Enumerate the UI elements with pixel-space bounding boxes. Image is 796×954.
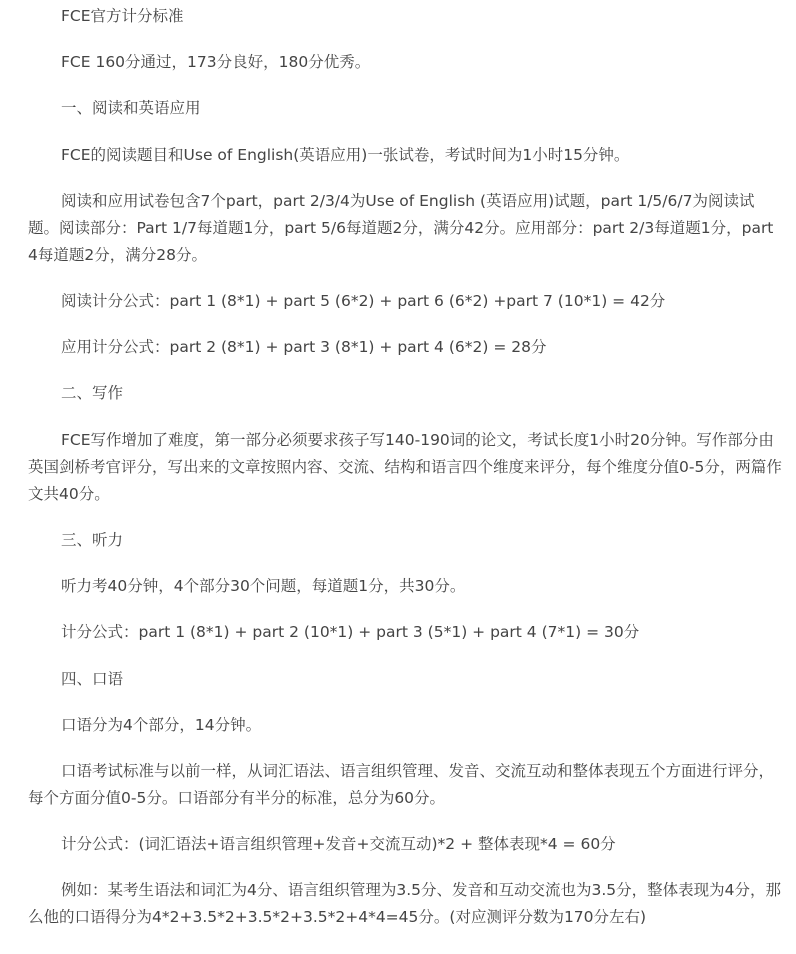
reading-formula: 阅读计分公式：part 1 (8*1) + part 5 (6*2) + part 6 (6*2) +part 7 (10*1) = 42分 bbox=[61, 292, 666, 310]
article-title: FCE官方计分标准 bbox=[61, 7, 184, 25]
reading-parts-paragraph: 阅读和应用试卷包含7个part，part 2/3/4为Use of English (英语应用)试题，part 1/5/6/7为阅读试题。阅读部分：Part 1/7每道题1分，part 5/6每道题2分，满分42分。应用部分：part 2/3每道题1分，part 4每道题2分，满分28分。 bbox=[28, 192, 774, 264]
listening-paragraph: 听力考40分钟，4个部分30个问题，每道题1分，共30分。 bbox=[61, 577, 466, 595]
reading-intro-paragraph: FCE的阅读题目和Use of English(英语应用)一张试卷，考试时间为1小时15分钟。 bbox=[61, 146, 630, 164]
speaking-criteria-paragraph: 口语考试标准与以前一样，从词汇语法、语言组织管理、发音、交流互动和整体表现五个方面进行评分，每个方面分值0-5分。口语部分有半分的标准，总分为60分。 bbox=[28, 762, 775, 807]
pass-score-line: FCE 160分通过，173分良好，180分优秀。 bbox=[61, 53, 371, 71]
listening-formula: 计分公式：part 1 (8*1) + part 2 (10*1) + part 3 (5*1) + part 4 (7*1) = 30分 bbox=[61, 623, 640, 641]
writing-paragraph: FCE写作增加了难度，第一部分必须要求孩子写140-190词的论文，考试长度1小时20分钟。写作部分由英国剑桥考官评分，写出来的文章按照内容、交流、结构和语言四个维度来评分，每个维度分值0-5分，两篇作文共40分。 bbox=[28, 431, 782, 503]
section-heading-reading: 一、阅读和英语应用 bbox=[61, 99, 201, 117]
section-heading-speaking: 四、口语 bbox=[61, 670, 124, 688]
speaking-intro-paragraph: 口语分为4个部分，14分钟。 bbox=[61, 716, 262, 734]
speaking-example-paragraph: 例如：某考生语法和词汇为4分、语言组织管理为3.5分、发音和互动交流也为3.5分，整体表现为4分，那么他的口语得分为4*2+3.5*2+3.5*2+3.5*2+4*4=45分。(对应测评分数为170分左右) bbox=[28, 881, 782, 926]
section-heading-writing: 二、写作 bbox=[61, 384, 124, 402]
use-of-english-formula: 应用计分公式：part 2 (8*1) + part 3 (8*1) + part 4 (6*2) = 28分 bbox=[61, 338, 547, 356]
section-heading-listening: 三、听力 bbox=[61, 531, 124, 549]
speaking-formula: 计分公式：(词汇语法+语言组织管理+发音+交流互动)*2 + 整体表现*4 = 60分 bbox=[61, 835, 616, 853]
